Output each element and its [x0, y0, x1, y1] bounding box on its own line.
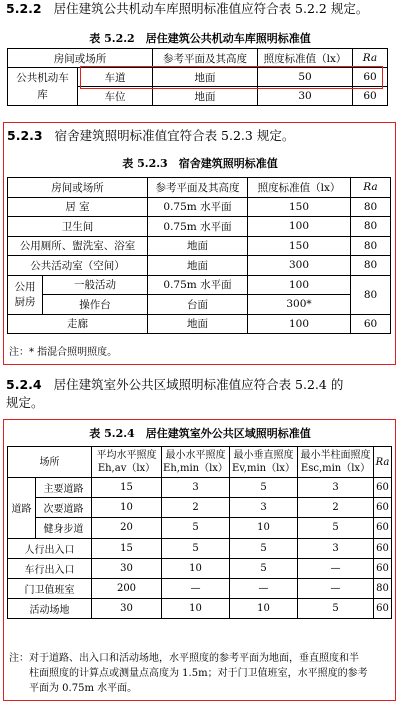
plane-cell: 地面	[148, 314, 248, 334]
header-place: 房间或场所	[8, 178, 148, 198]
ra-cell: 60	[353, 87, 388, 106]
avg-cell: 15	[92, 478, 162, 498]
section-number: 5.2.2	[6, 1, 42, 16]
ra-cell: 80	[351, 275, 391, 314]
ra-cell: 80	[351, 197, 391, 217]
place-cell: 健身步道	[36, 518, 92, 538]
avg-cell: 15	[92, 538, 162, 558]
lux-cell: 150	[248, 197, 351, 217]
plane-cell: 0.75m 水平面	[148, 275, 248, 295]
plane-cell: 地面	[153, 87, 258, 106]
avg-cell: 30	[92, 558, 162, 578]
place-cell: 车道	[78, 68, 153, 87]
section-text: 宿舍建筑照明标准值宜符合表 5.2.3 规定。	[54, 128, 295, 143]
table-header-row	[8, 178, 391, 198]
group-cell: 道路	[8, 478, 36, 539]
ra-cell: 80	[351, 256, 391, 276]
place-cell: 走廊	[8, 314, 148, 334]
ra-cell: 60	[351, 314, 391, 334]
plane-cell: 地面	[153, 68, 258, 87]
min-h-cell: —	[162, 578, 230, 598]
table-5-2-2-caption: 表 5.2.2 居住建筑公共机动车库照明标准值	[89, 32, 311, 45]
table-row	[8, 478, 392, 498]
place-cell: 公用厕所、盥洗室、浴室	[8, 236, 148, 256]
ra-cell: 60	[374, 558, 392, 578]
ra-cell: 60	[353, 68, 388, 87]
section-text: 居住建筑公共机动车库照明标准值应符合表 5.2.2 规定。	[53, 1, 369, 16]
table-row	[8, 256, 391, 276]
lux-cell: 100	[248, 217, 351, 237]
table-5-2-4-caption: 表 5.2.4 居住建筑室外公共区域照明标准值	[89, 427, 311, 440]
header-plane: 参考平面及其高度	[153, 49, 258, 68]
min-sc-cell: 3	[298, 538, 374, 558]
avg-cell: 20	[92, 518, 162, 538]
min-sc-cell: —	[298, 578, 374, 598]
min-sc-cell: 5	[298, 599, 374, 619]
header-min-sc	[298, 447, 374, 478]
table-row	[8, 578, 392, 598]
place-cell: 门卫值班室	[8, 578, 92, 598]
lux-cell: 100	[248, 314, 351, 334]
min-v-cell: 5	[230, 478, 298, 498]
highlight-box	[80, 66, 383, 89]
table-row	[8, 314, 391, 334]
section-5-2-3-heading	[7, 128, 294, 144]
ra-cell: 60	[374, 518, 392, 538]
ra-cell: 80	[351, 236, 391, 256]
plane-cell: 地面	[148, 256, 248, 276]
table-row	[8, 518, 392, 538]
avg-cell: 10	[92, 498, 162, 518]
section-5-2-2-heading	[6, 1, 368, 17]
note-line: 平面为 0.75m 水平面。	[29, 683, 138, 694]
table-row	[8, 599, 392, 619]
lux-cell: 150	[248, 236, 351, 256]
table-row	[8, 197, 391, 217]
table-5-2-3-note: 注：* 指混合照明照度。	[9, 347, 118, 358]
avg-cell: 30	[92, 599, 162, 619]
header-lux: 照度标准值（lx）	[258, 49, 353, 68]
table-row	[8, 538, 392, 558]
ra-cell: 60	[374, 478, 392, 498]
place-cell: 一般活动	[43, 275, 148, 295]
ra-cell: 60	[374, 599, 392, 619]
section-number: 5.2.3	[7, 128, 43, 143]
header-ra: Ra	[374, 447, 392, 478]
section-text-continued: 规定。	[6, 395, 44, 410]
place-cell: 卫生间	[8, 217, 148, 237]
place-cell: 操作台	[43, 295, 148, 315]
table-5-2-3	[7, 177, 391, 334]
header-min-h	[162, 447, 230, 478]
header-avg-label: 平均水平照度	[96, 450, 157, 461]
header-ra: Ra	[351, 178, 391, 198]
lux-cell: 30	[258, 87, 353, 106]
min-h-cell: 10	[162, 558, 230, 578]
lux-cell: 300*	[248, 295, 351, 315]
plane-cell: 台面	[148, 295, 248, 315]
place-cell: 公共活动室（空间）	[8, 256, 148, 276]
table-5-2-4-note	[9, 651, 394, 696]
min-v-cell: 5	[230, 538, 298, 558]
group-cell: 公用厨房	[8, 275, 43, 314]
note-line: 注：对于道路、出入口和活动场地，水平照度的参考平面为地面，垂直照度和半	[9, 653, 359, 664]
header-place: 房间或场所	[8, 49, 153, 68]
section-5-2-4-heading	[6, 377, 343, 393]
place-cell: 车行出入口	[8, 558, 92, 578]
lux-cell: 300	[248, 256, 351, 276]
min-h-cell: 3	[162, 478, 230, 498]
header-avg-symbol: Eh,av（lx）	[97, 463, 156, 474]
table-row	[8, 558, 392, 578]
header-min-h-label: 最小水平照度	[165, 450, 226, 461]
table-row	[8, 236, 391, 256]
place-cell: 车位	[78, 87, 153, 106]
min-v-cell: 10	[230, 518, 298, 538]
min-h-cell: 5	[162, 518, 230, 538]
min-sc-cell: 2	[298, 498, 374, 518]
header-place: 场所	[8, 447, 92, 478]
header-min-v-symbol: Ev,min（lx）	[232, 463, 295, 474]
min-h-cell: 5	[162, 538, 230, 558]
header-ra: Ra	[353, 49, 388, 68]
place-cell: 居 室	[8, 197, 148, 217]
ra-cell: 60	[374, 538, 392, 558]
section-number: 5.2.4	[6, 377, 42, 392]
header-min-sc-label: 最小半柱面照度	[300, 450, 371, 461]
header-min-h-symbol: Eh,min（lx）	[163, 463, 228, 474]
group-cell: 公共机动车库	[8, 68, 78, 106]
min-v-cell: —	[230, 578, 298, 598]
ra-cell: 80	[351, 217, 391, 237]
place-cell: 主要道路	[36, 478, 92, 498]
min-v-cell: 3	[230, 498, 298, 518]
header-min-v	[230, 447, 298, 478]
lux-cell: 100	[248, 275, 351, 295]
plane-cell: 地面	[148, 236, 248, 256]
place-cell: 人行出入口	[8, 538, 92, 558]
avg-cell: 200	[92, 578, 162, 598]
section-text: 居住建筑室外公共区域照明标准值应符合表 5.2.4 的	[53, 377, 344, 392]
min-h-cell: 2	[162, 498, 230, 518]
note-line: 柱面照度的计算点或测量点高度为 1.5m；对于门卫值班室，水平照度的参考	[29, 668, 368, 679]
header-avg	[92, 447, 162, 478]
header-min-sc-symbol: Esc,min（lx）	[300, 463, 371, 474]
min-sc-cell: 5	[298, 518, 374, 538]
table-row	[8, 295, 391, 315]
plane-cell: 0.75m 水平面	[148, 197, 248, 217]
header-lux: 照度标准值（lx）	[248, 178, 351, 198]
table-5-2-4	[7, 446, 392, 619]
ra-cell: 80	[374, 578, 392, 598]
table-header-row	[8, 49, 388, 68]
ra-cell: 60	[374, 498, 392, 518]
table-row	[8, 275, 391, 295]
plane-cell: 0.75m 水平面	[148, 217, 248, 237]
min-sc-cell: —	[298, 558, 374, 578]
table-row	[8, 498, 392, 518]
place-cell: 活动场地	[8, 599, 92, 619]
min-h-cell: 10	[162, 599, 230, 619]
min-sc-cell: 3	[298, 478, 374, 498]
table-row	[8, 217, 391, 237]
lux-cell: 50	[258, 68, 353, 87]
place-cell: 次要道路	[36, 498, 92, 518]
header-min-v-label: 最小垂直照度	[233, 450, 294, 461]
min-v-cell: 5	[230, 558, 298, 578]
header-plane: 参考平面及其高度	[148, 178, 248, 198]
table-5-2-3-caption: 表 5.2.3 宿舍建筑照明标准值	[122, 157, 278, 170]
min-v-cell: 10	[230, 599, 298, 619]
table-header-row	[8, 447, 392, 478]
